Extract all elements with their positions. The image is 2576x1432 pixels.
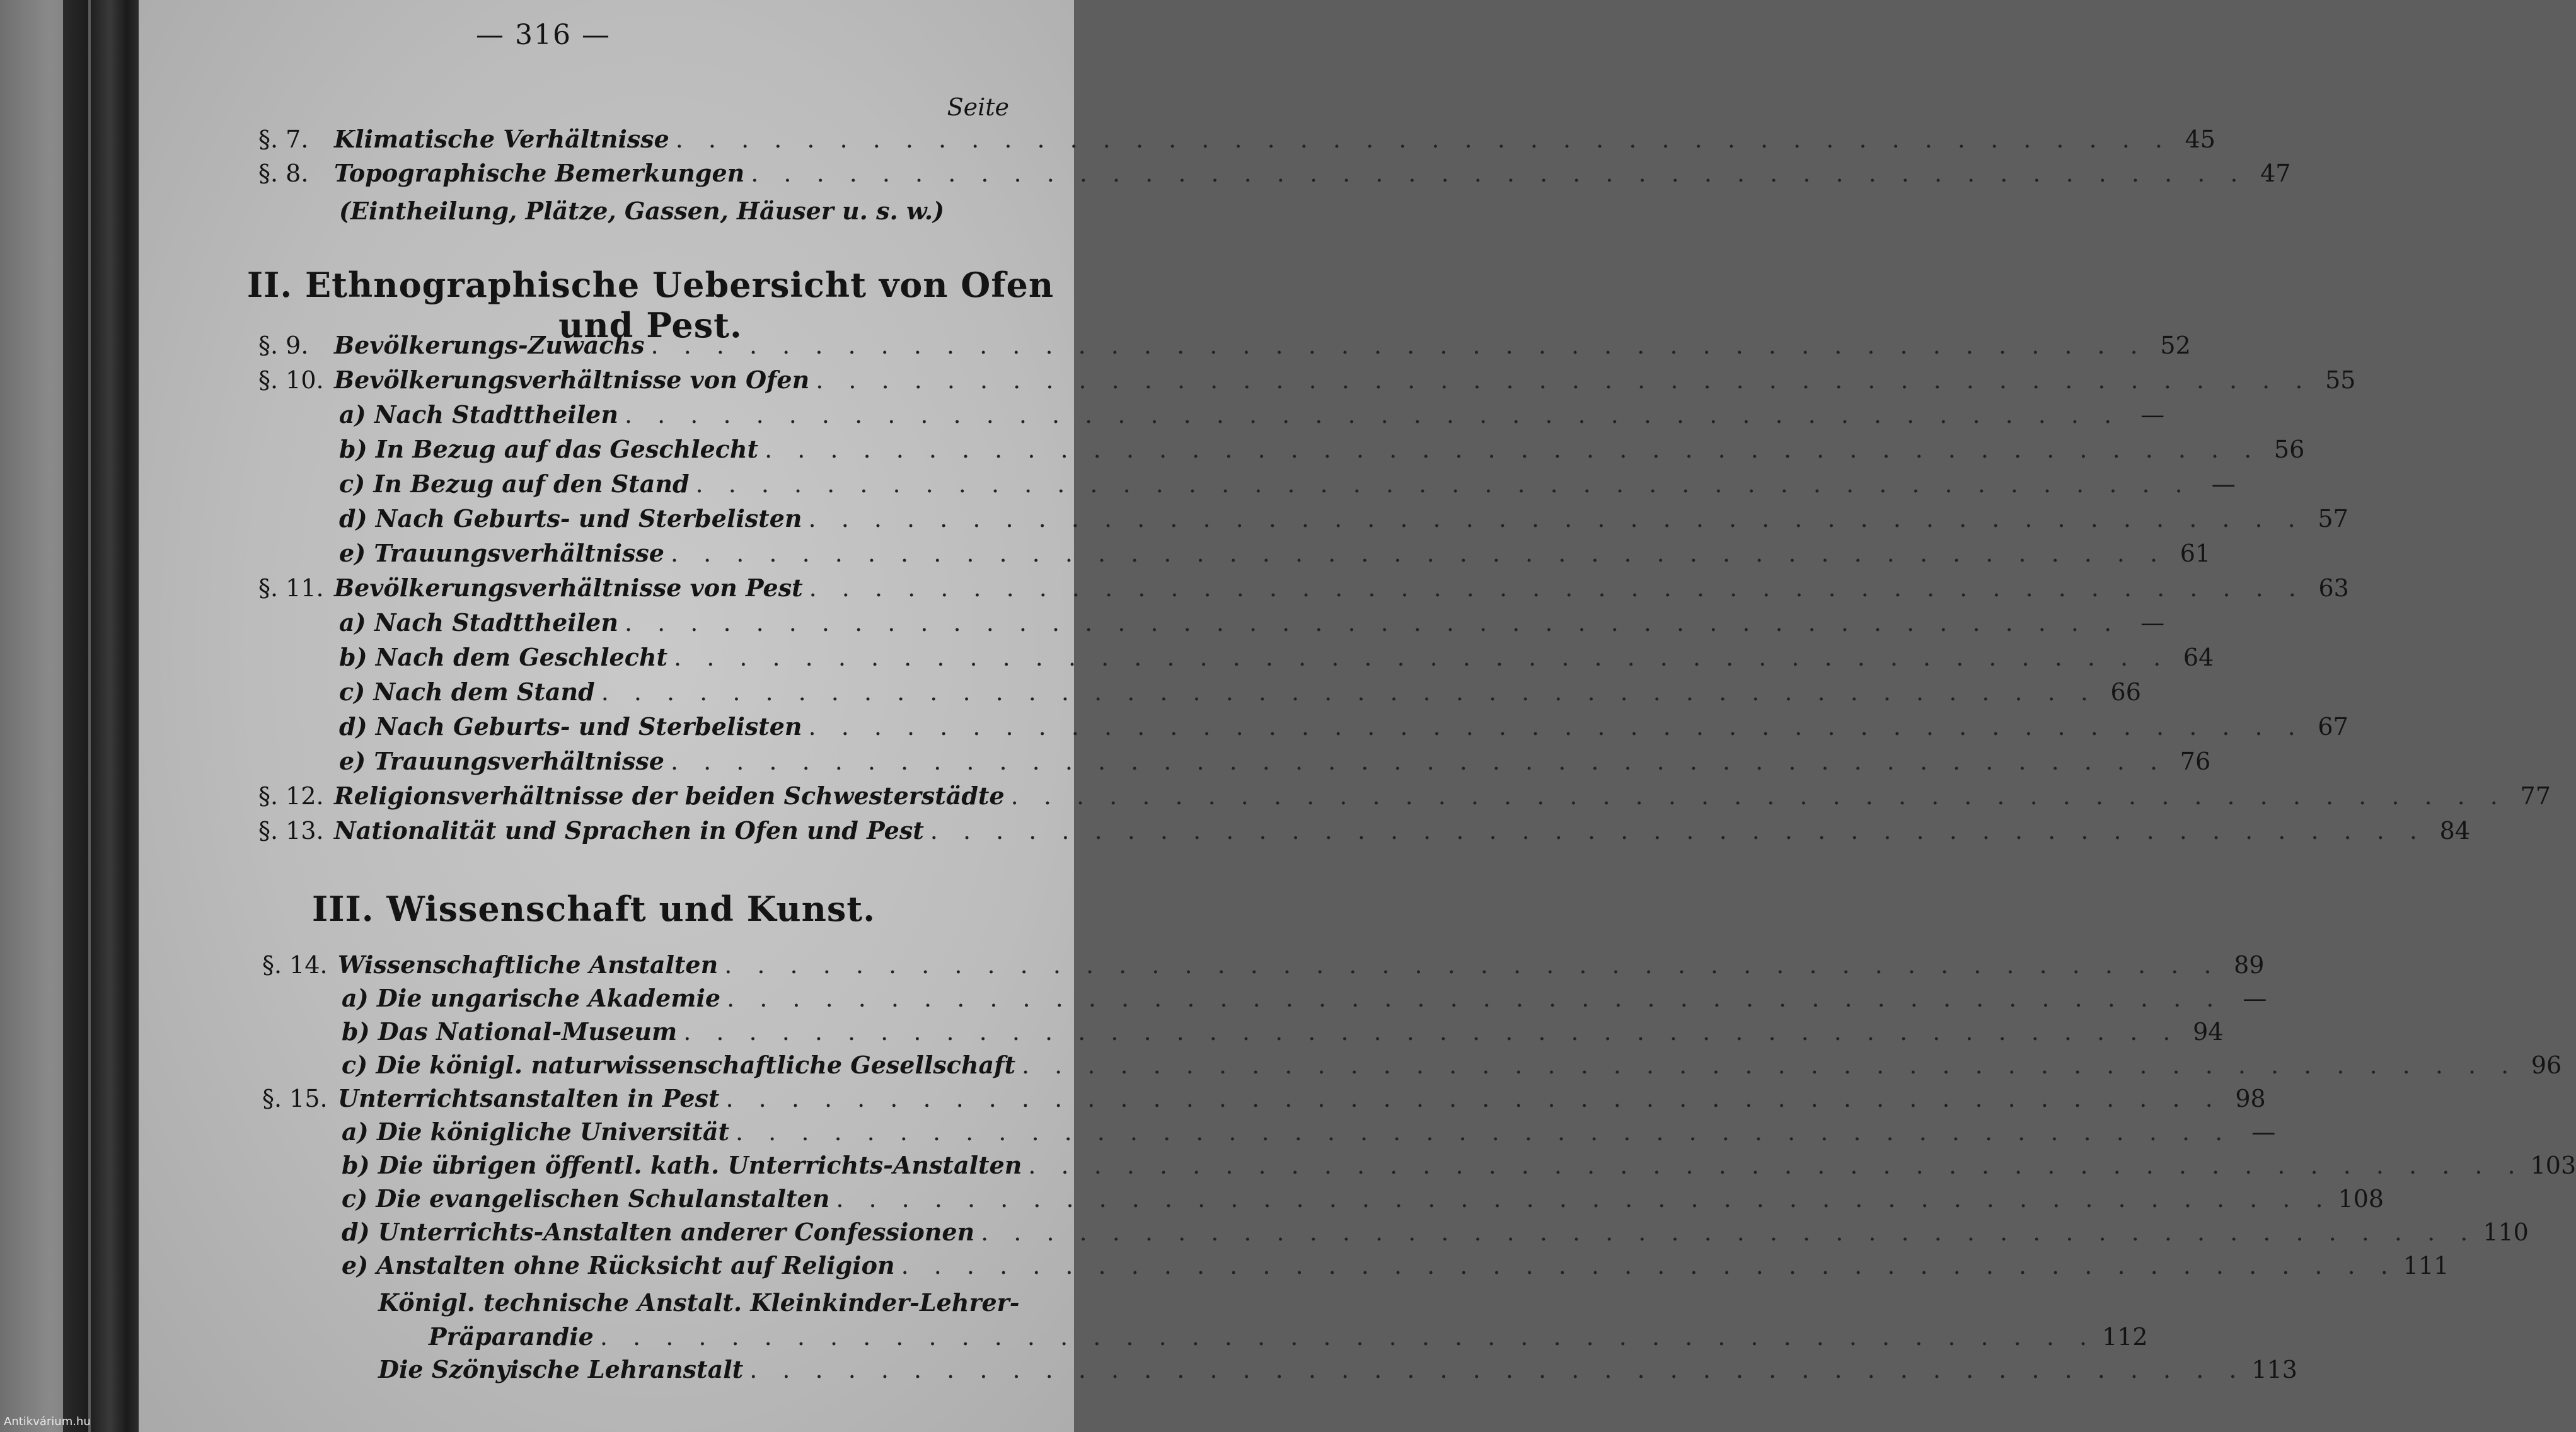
toc-entry — [339, 643, 2214, 676]
toc-entry — [258, 366, 2356, 398]
entry-page: — — [2211, 470, 2236, 498]
book-spine — [63, 0, 148, 1432]
leader-dots — [667, 644, 2176, 671]
toc-entry — [339, 504, 2348, 537]
entry-page: 56 — [2273, 436, 2305, 463]
leader-dots — [669, 125, 2178, 153]
section-number: §. 12. — [258, 782, 324, 810]
entry-title: b) Die übrigen öffentl. kath. Unterrichts-Anstalten — [342, 1151, 1022, 1179]
entry-page: 47 — [2260, 159, 2291, 187]
section-number: §. 11. — [258, 574, 324, 602]
entry-title: a) Die königliche Universität — [342, 1117, 730, 1146]
entry-page: 103 — [2530, 1152, 2576, 1179]
toc-entry — [342, 1184, 2384, 1217]
leader-dots — [645, 332, 2153, 359]
heading-part-2: II. Ethnographische Uebersicht von Ofen und Pest. — [246, 265, 1054, 345]
entry-title: Klimatische Verhältnisse — [334, 125, 669, 153]
entry-title: e) Anstalten ohne Rücksicht auf Religion — [342, 1251, 895, 1279]
entry-page: 108 — [2338, 1185, 2384, 1213]
entry-page: 110 — [2483, 1218, 2529, 1246]
entry-page: 84 — [2439, 817, 2470, 845]
entry-title: Präparandie — [429, 1322, 594, 1351]
toc-entry — [339, 712, 2348, 745]
section-number: §. 15. — [262, 1085, 328, 1112]
sub-note-line: Königl. technische Anstalt. Kleinkinder-Lehrer- — [378, 1288, 1020, 1317]
toc-entry — [258, 159, 2291, 192]
leader-dots — [1015, 1051, 2524, 1079]
leader-dots — [802, 713, 2311, 741]
section-number: §. 8. — [258, 159, 309, 187]
toc-entry — [339, 608, 2165, 641]
leader-dots — [1022, 1152, 2530, 1179]
section-number: §. 13. — [258, 817, 324, 845]
leader-dots — [809, 366, 2318, 394]
leader-dots — [803, 574, 2311, 602]
entry-page: 61 — [2180, 540, 2211, 567]
leader-dots — [802, 505, 2311, 533]
toc-entry — [342, 984, 2267, 1017]
intro-note: (Eintheilung, Plätze, Gassen, Häuser u. s. w.) — [339, 197, 945, 225]
entry-title: c) Die königl. naturwissenschaftliche Gesellschaft — [342, 1051, 1016, 1079]
leader-dots — [618, 609, 2127, 637]
toc-entry — [258, 574, 2349, 606]
toc-entry — [262, 950, 2265, 983]
leader-dots — [618, 401, 2127, 429]
leader-dots — [677, 1018, 2185, 1046]
leader-dots — [720, 1085, 2228, 1112]
entry-page: 89 — [2234, 951, 2265, 979]
toc-entry — [258, 816, 2470, 849]
entry-title: Bevölkerungsverhältnisse von Ofen — [334, 366, 810, 394]
entry-page: 63 — [2318, 574, 2349, 602]
leader-dots — [720, 985, 2229, 1012]
toc-entry — [258, 782, 2551, 814]
entry-title: b) Das National-Museum — [342, 1017, 678, 1046]
toc-entry — [339, 747, 2211, 780]
entry-page: 76 — [2180, 748, 2211, 775]
toc-entry — [339, 435, 2305, 468]
page-number: — 316 — — [476, 19, 611, 51]
section-number: §. 10. — [258, 366, 324, 394]
entry-title: Bevölkerungs-Zuwachs — [334, 331, 645, 359]
leader-dots — [924, 817, 2432, 845]
entry-page: 64 — [2183, 644, 2214, 671]
entry-page: 98 — [2235, 1085, 2266, 1112]
leader-dots — [974, 1218, 2483, 1246]
entry-page: — — [2251, 1118, 2276, 1146]
leader-dots — [758, 436, 2267, 463]
leader-dots — [729, 1118, 2238, 1146]
spine-edge — [88, 0, 91, 1432]
toc-entry — [429, 1322, 2148, 1355]
entry-title: b) In Bezug auf das Geschlecht — [339, 435, 759, 463]
leader-dots — [1005, 782, 2513, 810]
toc-entry — [262, 1084, 2266, 1117]
entry-title: Topographische Bemerkungen — [334, 159, 745, 187]
leader-dots — [829, 1185, 2338, 1213]
toc-entry — [339, 678, 2141, 710]
entry-page: 112 — [2102, 1323, 2148, 1351]
entry-page: 45 — [2185, 125, 2215, 153]
toc-entry — [339, 539, 2211, 572]
entry-title: d) Unterrichts-Anstalten anderer Confessionen — [342, 1218, 975, 1246]
toc-entry — [342, 1051, 2562, 1083]
leader-dots — [743, 1356, 2251, 1383]
leader-dots — [594, 1323, 2102, 1351]
entry-page: 94 — [2193, 1018, 2224, 1046]
entry-title: b) Nach dem Geschlecht — [339, 643, 668, 671]
toc-entry — [342, 1251, 2449, 1284]
entry-title: a) Die ungarische Akademie — [342, 984, 721, 1012]
entry-title: a) Nach Stadttheilen — [339, 400, 618, 429]
entry-title: c) In Bezug auf den Stand — [339, 470, 690, 498]
heading-part-3: III. Wissenschaft und Kunst. — [311, 889, 875, 929]
section-number: §. 9. — [258, 332, 309, 359]
entry-title: Wissenschaftliche Anstalten — [338, 950, 719, 979]
entry-title: e) Trauungsverhältnisse — [339, 747, 664, 775]
entry-title: a) Nach Stadttheilen — [339, 608, 618, 637]
leader-dots — [690, 470, 2198, 498]
entry-title: d) Nach Geburts- und Sterbelisten — [339, 712, 802, 741]
entry-page: 67 — [2318, 713, 2348, 741]
entry-page: 52 — [2160, 332, 2191, 359]
entry-page: 77 — [2520, 782, 2551, 810]
entry-title: Unterrichtsanstalten in Pest — [338, 1084, 720, 1112]
leader-dots — [664, 540, 2173, 567]
leader-dots — [895, 1252, 2403, 1279]
entry-page: — — [2243, 985, 2267, 1012]
entry-page: 96 — [2531, 1051, 2562, 1079]
leader-dots — [744, 159, 2253, 187]
entry-page: 66 — [2110, 678, 2141, 706]
toc-entry — [339, 470, 2236, 502]
toc-entry — [339, 400, 2165, 433]
entry-page: — — [2140, 401, 2165, 429]
entry-page: 113 — [2251, 1356, 2297, 1383]
entry-title: Religionsverhältnisse der beiden Schwesterstädte — [334, 782, 1005, 810]
toc-entry — [378, 1355, 2297, 1388]
toc-entry — [342, 1017, 2224, 1050]
entry-title: Die Szönyische Lehranstalt — [378, 1355, 744, 1383]
book-page — [139, 0, 2576, 1432]
entry-page: 57 — [2318, 505, 2348, 533]
section-number: §. 14. — [262, 951, 328, 979]
leader-dots — [718, 951, 2226, 979]
entry-page: 55 — [2325, 366, 2356, 394]
section-number: §. 7. — [258, 125, 309, 153]
leader-dots — [595, 678, 2103, 706]
entry-title: c) Die evangelischen Schulanstalten — [342, 1184, 830, 1213]
toc-entry — [258, 125, 2215, 158]
toc-entry — [342, 1117, 2276, 1150]
entry-title: d) Nach Geburts- und Sterbelisten — [339, 504, 802, 533]
leader-dots — [664, 748, 2173, 775]
toc-entry — [342, 1151, 2576, 1184]
watermark: Antikvárium.hu — [4, 1415, 91, 1428]
entry-title: Nationalität und Sprachen in Ofen und Pest — [334, 816, 924, 845]
toc-entry — [258, 331, 2191, 364]
toc-entry — [342, 1218, 2529, 1250]
entry-page: 111 — [2403, 1252, 2449, 1279]
entry-page: — — [2140, 609, 2165, 637]
column-header-seite: Seite — [947, 93, 1009, 121]
entry-title: Bevölkerungsverhältnisse von Pest — [334, 574, 803, 602]
entry-title: c) Nach dem Stand — [339, 678, 595, 706]
entry-title: e) Trauungsverhältnisse — [339, 539, 664, 567]
